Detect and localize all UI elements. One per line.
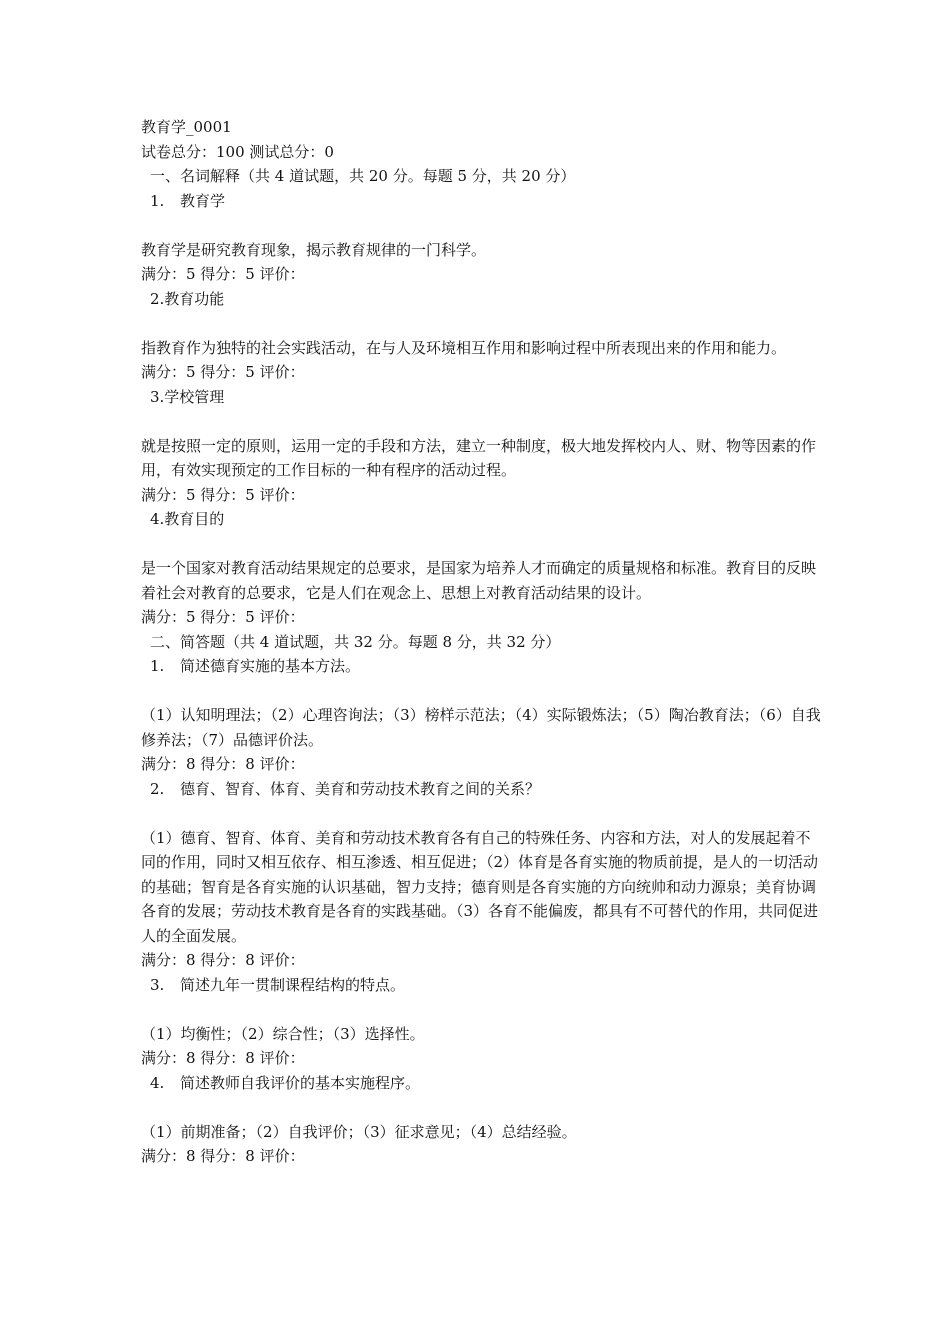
question-text: 教育学 <box>180 191 226 210</box>
question <box>141 654 821 679</box>
score-line: 满分：8 得分：8 评价： <box>141 1147 305 1165</box>
score-line: 满分：8 得分：8 评价： <box>141 755 305 773</box>
doc-title: 教育学_0001 <box>141 118 232 136</box>
question <box>141 1071 821 1096</box>
question <box>141 189 821 214</box>
section-heading: 一、名词解释（共 4 道试题，共 20 分。每题 5 分，共 20 分） <box>150 167 576 185</box>
question <box>141 777 821 802</box>
question-text: 简述德育实施的基本方法。 <box>180 657 361 675</box>
score-line: 满分：5 得分：5 评价： <box>141 608 305 626</box>
question-number: 2. <box>150 779 165 798</box>
answer-text: 是一个国家对教育活动结果规定的总要求，是国家为培养人才而确定的质量规格和标准。教育目的反映着社会对教育的总要求，它是人们在观念上、思想上对教育活动结果的设计。 <box>141 559 817 602</box>
answer-text: （1）德育、智育、体育、美育和劳动技术教育各有自己的特殊任务、内容和方法，对人的发展起着不同的作用，同时又相互依存、相互渗透、相互促进；（2）体育是各育实施的物质前提，是人的一切活动的基础；智育是各育实施的认识基础，智力支持；德育则是各育实施的方向统帅和动力源泉；美育协调各育的发展；劳动技术教育是各育的实践基础。（3）各育不能偏废，都具有不可替代的作用，共同促进人的全面发展。 <box>141 828 819 945</box>
question-text: 简述九年一贯制课程结构的特点。 <box>180 975 406 994</box>
question-text: 3.学校管理 <box>150 387 225 406</box>
answer-text: 教育学是研究教育现象，揭示教育规律的一门科学。 <box>141 240 487 259</box>
answer-text: 就是按照一定的原则，运用一定的手段和方法，建立一种制度，极大地发挥校内人、财、物等因素的作用，有效实现预定的工作目标的一种有程序的活动过程。 <box>141 436 817 479</box>
answer-text: （1）认知明理法；（2）心理咨询法；（3）榜样示范法；（4）实际锻炼法；（5）陶冶教育法；（6）自我修养法；（7）品德评价法。 <box>141 706 821 749</box>
section-heading: 二、简答题（共 4 道试题，共 32 分。每题 8 分，共 32 分） <box>150 632 561 651</box>
question <box>141 385 821 410</box>
document-body <box>141 115 821 1169</box>
question-number: 1. <box>150 191 165 210</box>
doc-totals: 试卷总分：100 测试总分：0 <box>141 142 334 161</box>
score-line: 满分：8 得分：8 评价： <box>141 951 305 969</box>
question <box>141 507 821 532</box>
question <box>141 287 821 312</box>
question-text: 2.教育功能 <box>150 289 225 308</box>
question <box>141 973 821 998</box>
answer-text: （1）均衡性；（2）综合性；（3）选择性。 <box>141 1024 425 1043</box>
question-text: 4.教育目的 <box>150 510 225 528</box>
question-text: 德育、智育、体育、美育和劳动技术教育之间的关系？ <box>180 779 541 798</box>
score-line: 满分：5 得分：5 评价： <box>141 363 305 381</box>
question-number: 1. <box>150 657 165 675</box>
question-number: 4. <box>150 1073 165 1092</box>
score-line: 满分：5 得分：5 评价： <box>141 485 305 504</box>
score-line: 满分：8 得分：8 评价： <box>141 1049 305 1067</box>
answer-text: （1）前期准备；（2）自我评价；（3）征求意见；（4）总结经验。 <box>141 1122 577 1141</box>
score-line: 满分：5 得分：5 评价： <box>141 265 305 283</box>
question-text: 简述教师自我评价的基本实施程序。 <box>180 1073 421 1092</box>
question-number: 3. <box>150 975 165 994</box>
answer-text: 指教育作为独特的社会实践活动，在与人及环境相互作用和影响过程中所表现出来的作用和能力。 <box>141 338 787 357</box>
